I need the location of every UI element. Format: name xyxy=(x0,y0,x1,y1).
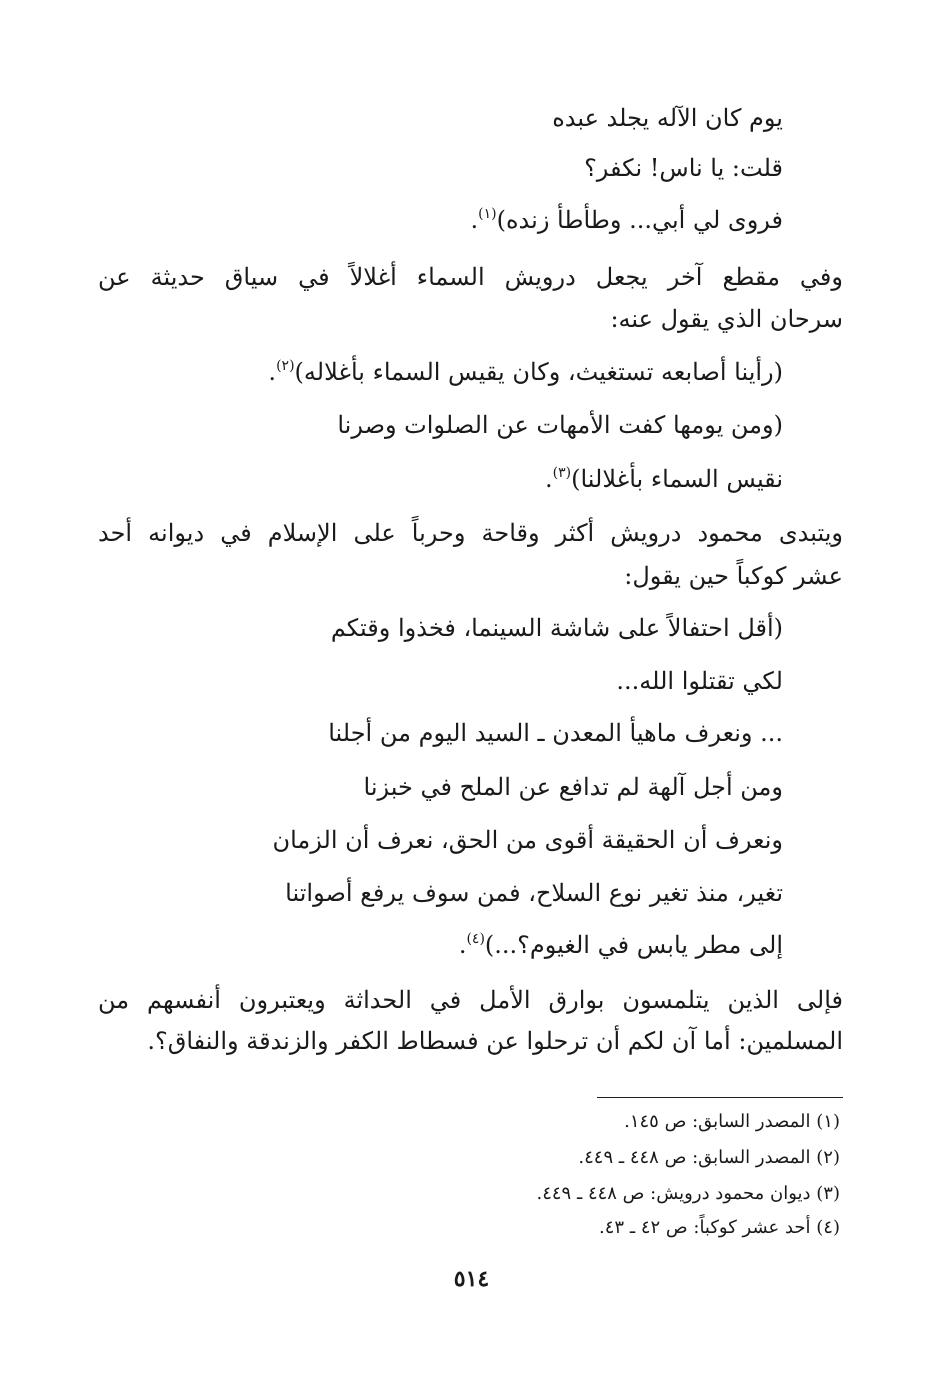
verse-text: فروى لي أبي... وطأطأ زنده) xyxy=(496,206,783,234)
footnote-ref: (٢) xyxy=(276,358,295,374)
verse-line-13: ... ونعرف ماهيأ المعدن ـ السيد اليوم من أجلنا xyxy=(328,719,783,747)
verse-line-16: تغير، منذ تغير نوع السلاح، فمن سوف يرفع أصواتنا xyxy=(285,879,783,907)
footnote-3: (٣) ديوان محمود درويش: ص ٤٤٨ ـ ٤٤٩. xyxy=(536,1183,840,1204)
paragraph-line: المسلمين: أما آن لكم أن ترحلوا عن فسطاط الكفر والزندقة والنفاق؟. xyxy=(147,1027,843,1055)
paragraph-line: ويتبدى محمود درويش أكثر وقاحة وحرباً على الإسلام في ديوانه أحد xyxy=(98,519,843,547)
paragraph-line: عشر كوكباً حين يقول: xyxy=(624,562,843,590)
verse-end: . xyxy=(470,206,479,234)
verse-line-8 xyxy=(545,464,783,494)
paragraph-line: فإلى الذين يتلمسون بوارق الأمل في الحداثة ويعتبرون أنفسهم من xyxy=(98,986,843,1014)
footnote-1: (١) المصدر السابق: ص ١٤٥. xyxy=(624,1111,840,1132)
verse-line-7: (ومن يومها كفت الأمهات عن الصلوات وصرنا xyxy=(337,411,783,439)
verse-line-11: (أقل احتفالاً على شاشة السينما، فخذوا وقتكم xyxy=(330,614,783,642)
verse-end: . xyxy=(545,465,553,493)
page-number: ٥١٤ xyxy=(453,1266,490,1292)
footnote-2: (٢) المصدر السابق: ص ٤٤٨ ـ ٤٤٩. xyxy=(578,1147,840,1168)
verse-line-12: لكي تقتلوا الله... xyxy=(616,667,783,695)
verse-line-14: ومن أجل آلهة لم تدافع عن الملح في خبزنا xyxy=(363,773,783,801)
verse-line-1: يوم كان الآله يجلد عبده xyxy=(552,104,783,132)
verse-text: (رأينا أصابعه تستغيث، وكان يقيس السماء بأغلاله) xyxy=(294,358,783,386)
verse-end: . xyxy=(268,358,277,386)
footnote-ref: (١) xyxy=(478,206,497,222)
verse-line-3 xyxy=(471,205,784,235)
verse-end: . xyxy=(458,931,467,959)
footnote-ref: (٣) xyxy=(552,465,572,481)
verse-line-15: ونعرف أن الحقيقة أقوى من الحق، نعرف أن الزمان xyxy=(272,826,783,854)
verse-line-17 xyxy=(459,930,783,960)
verse-line-2: قلت: يا ناس! نكفر؟ xyxy=(584,154,783,182)
paragraph-line: وفي مقطع آخر يجعل درويش السماء أغلالاً في سياق حديثة عن xyxy=(98,263,843,291)
footnote-divider xyxy=(597,1097,843,1098)
verse-text: نقيس السماء بأغلالنا) xyxy=(571,465,783,493)
paragraph-line: سرحان الذي يقول عنه: xyxy=(610,305,843,333)
footnote-ref: (٤) xyxy=(466,931,485,947)
verse-line-6 xyxy=(268,357,783,387)
footnote-4: (٤) أحد عشر كوكباً: ص ٤٢ ـ ٤٣. xyxy=(599,1217,840,1238)
verse-text: إلى مطر يابس في الغيوم؟...) xyxy=(484,931,783,959)
